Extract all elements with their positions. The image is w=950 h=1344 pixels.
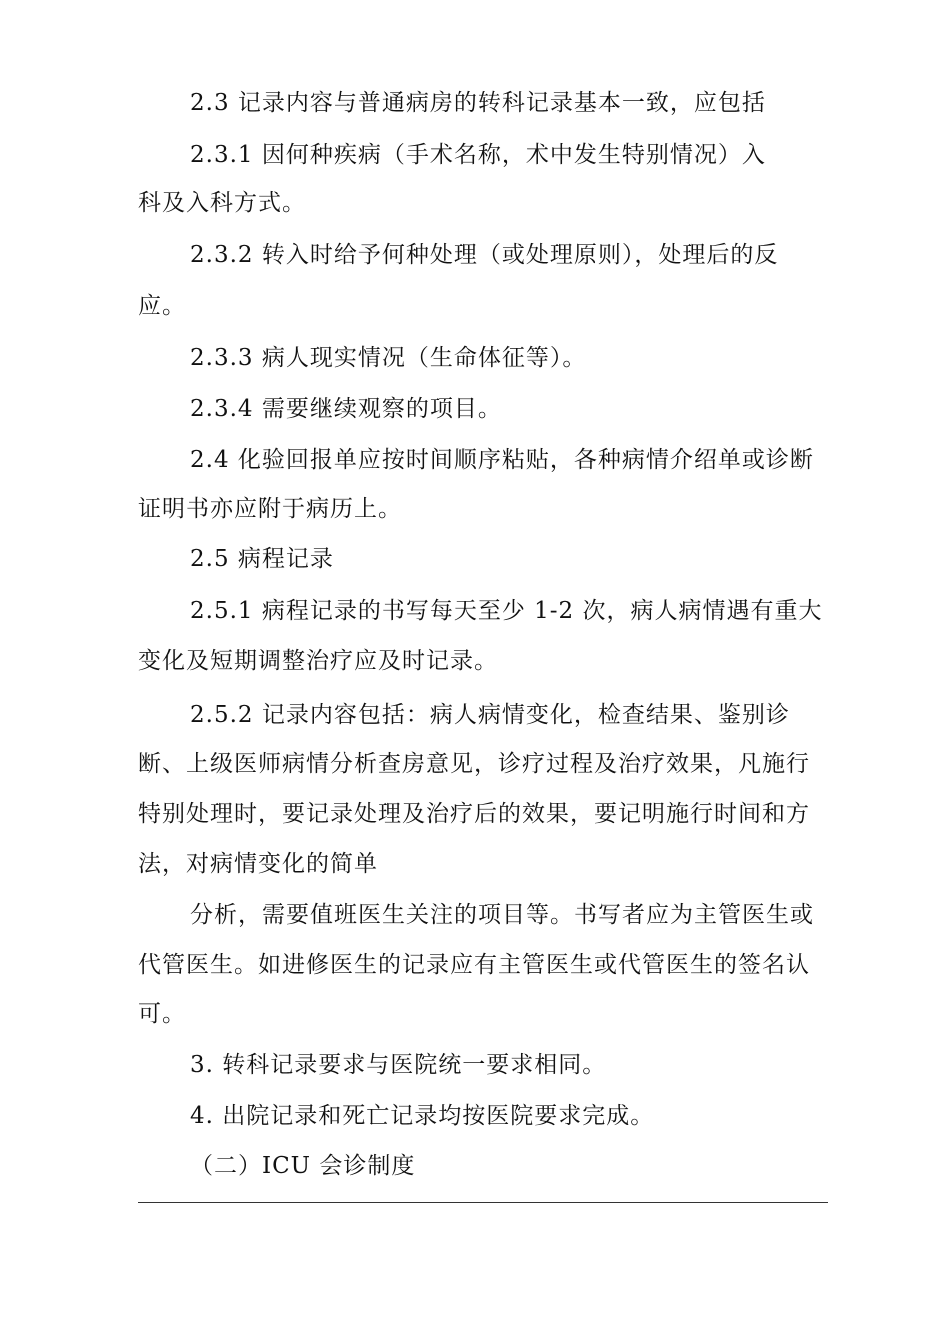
text-line-2-4: 2.4 化验回报单应按时间顺序粘贴，各种病情介绍单或诊断 [190, 447, 814, 473]
section-heading-icu-consultation: （二）ICU 会诊制度 [190, 1153, 416, 1179]
text-line-analysis-cont-1: 代管医生。如进修医生的记录应有主管医生或代管医生的签名认 [138, 952, 810, 978]
footer-divider [138, 1202, 828, 1203]
text-line-2-3-2-cont: 应。 [138, 293, 186, 319]
text-line-analysis-cont-2: 可。 [138, 1001, 186, 1027]
text-line-2-5: 2.5 病程记录 [190, 546, 334, 572]
text-line-2-3-3: 2.3.3 病人现实情况（生命体征等）。 [190, 345, 587, 371]
text-line-2-3-4: 2.3.4 需要继续观察的项目。 [190, 396, 502, 422]
text-line-3: 3. 转科记录要求与医院统一要求相同。 [190, 1052, 607, 1078]
text-line-2-3-2: 2.3.2 转入时给予何种处理（或处理原则），处理后的反 [190, 242, 779, 268]
text-line-analysis: 分析，需要值班医生关注的项目等。书写者应为主管医生或 [190, 902, 814, 928]
text-line-2-5-2-cont-2: 特别处理时，要记录处理及治疗后的效果，要记明施行时间和方 [138, 801, 810, 827]
text-line-2-3: 2.3 记录内容与普通病房的转科记录基本一致，应包括 [190, 90, 766, 116]
text-line-2-5-2: 2.5.2 记录内容包括：病人病情变化，检查结果、鉴别诊 [190, 702, 790, 728]
text-line-2-3-1: 2.3.1 因何种疾病（手术名称，术中发生特别情况）入 [190, 142, 766, 168]
text-line-2-5-1: 2.5.1 病程记录的书写每天至少 1-2 次，病人病情遇有重大 [190, 598, 823, 624]
text-line-2-5-2-cont-1: 断、上级医师病情分析查房意见，诊疗过程及治疗效果，凡施行 [138, 751, 810, 777]
text-line-2-3-1-cont: 科及入科方式。 [138, 190, 306, 216]
text-line-2-5-2-cont-3: 法，对病情变化的简单 [138, 851, 378, 877]
text-line-2-4-cont: 证明书亦应附于病历上。 [138, 496, 402, 522]
text-line-4: 4. 出院记录和死亡记录均按医院要求完成。 [190, 1103, 655, 1129]
text-line-2-5-1-cont: 变化及短期调整治疗应及时记录。 [138, 648, 498, 674]
